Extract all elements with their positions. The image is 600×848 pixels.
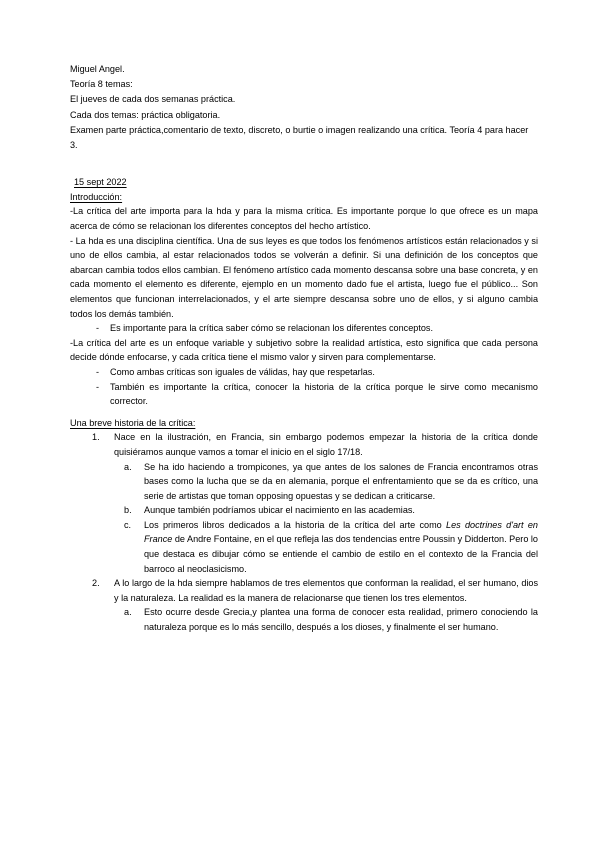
history-sublist bbox=[114, 460, 538, 577]
date-text: 15 sept 2022 bbox=[74, 177, 127, 188]
subitem-text: Aunque también podríamos ubicar el nacimiento en las academias. bbox=[144, 505, 415, 516]
history-sublist bbox=[114, 605, 538, 634]
intro-bullet-list-1 bbox=[70, 321, 538, 336]
subitem-text-post: de Andre Fontaine, en el que refleja las dos tendencias entre Poussin y Didderton. Pero lo que destaca es dibujar cómo se entiende el cambio de estilo en el contexto de la Francia del barroco al neoclasicismo. bbox=[144, 534, 538, 574]
section-spacer bbox=[70, 409, 538, 416]
intro-paragraph-3: -La crítica del arte es un enfoque variable y subjetivo sobre la realidad artística, esto significa que cada persona decide dónde enfocarse, y cada crítica tiene el mismo valor y sirven para complementarse. bbox=[70, 337, 538, 363]
list-item bbox=[70, 576, 538, 634]
history-title bbox=[70, 416, 538, 431]
header-line-5: Examen parte práctica,comentario de texto, discreto, o burtie o imagen realizando una crítica. Teoría 4 para hacer 3. bbox=[70, 124, 529, 151]
book-title: Les doctrines d'art en France bbox=[144, 519, 538, 545]
intro-bullet-list-2 bbox=[70, 365, 538, 409]
list-item bbox=[114, 503, 538, 518]
intro-paragraph-1: -La crítica del arte importa para la hda y para la misma crítica. Es importante porque lo que ofrece es un mapa acerca de cómo se relacionan los diferentes conceptos del hecho artístico. bbox=[70, 206, 538, 231]
history-item-text: Nace en la ilustración, en Francia, sin embargo podemos empezar la historia de la crítica donde quisiéramos aunque vamos a tomar el inicio en el siglo 17/18. bbox=[114, 432, 538, 457]
list-item: - Como ambas críticas son iguales de válidas, hay que respetarlas. bbox=[70, 365, 538, 380]
history-title-text: Una breve historia de la crítica: bbox=[70, 417, 196, 428]
date-line bbox=[74, 175, 538, 190]
history-item-text: A lo largo de la hda siempre hablamos de tres elementos que conforman la realidad, el ser humano, dios y la naturaleza. La realidad es la manera de relacionarse que tienen los tres elementos. bbox=[114, 578, 538, 603]
header-spacer bbox=[70, 153, 538, 175]
intro-title-text: Introducción: bbox=[70, 191, 123, 202]
list-item bbox=[70, 430, 538, 576]
list-item: - Es importante para la crítica saber cómo se relacionan los diferentes conceptos. bbox=[70, 321, 538, 336]
list-item: - También es importante la crítica, conocer la historia de la crítica porque le sirve como mecanismo corrector. bbox=[70, 380, 538, 409]
list-item bbox=[114, 518, 538, 576]
header-line-4: Cada dos temas: práctica obligatoria. bbox=[70, 109, 221, 120]
document-body bbox=[70, 62, 538, 635]
subitem-text: Esto ocurre desde Grecia,y plantea una forma de conocer esta realidad, primero conociendo la naturaleza porque es lo más sencillo, después a los dioses, y finalmente el ser humano. bbox=[144, 607, 538, 633]
list-item bbox=[114, 460, 538, 504]
header-block bbox=[70, 62, 538, 153]
history-list bbox=[70, 430, 538, 634]
list-item bbox=[114, 605, 538, 634]
header-line-2: Teoría 8 temas: bbox=[70, 79, 133, 90]
subitem-text: Se ha ido haciendo a trompicones, ya que antes de los salones de Francia encontramos otras bases como la lucha que se da en alemania, porque el enfrentamiento que se da es crítico, una serie de artistas que toman opposing opuestas y se dedican a criticarse. bbox=[144, 461, 538, 501]
subitem-text-pre: Los primeros libros dedicados a la historia de la crítica del arte como bbox=[144, 519, 447, 530]
intro-title bbox=[70, 190, 538, 205]
intro-paragraph-2: - La hda es una disciplina científica. Una de sus leyes es que todos los fenómenos artísticos están relacionados y si uno de ellos cambia, al estar relacionados todos se volverán a definir. Si una definición de los conceptos que abarcan cambia todos ellos cambian. El fenómeno artístico cada momento descansa sobre una base concreta, y en cada momento el elemento es diferente, ejemplo en un momento dado fue el artista, luego fue el público... Son elementos que funcionan interrelacionados, y el arte siempre descansa sobre uno de ellos, y si alguno cambia todos los demás también. bbox=[70, 235, 538, 319]
header-line-3: El jueves de cada dos semanas práctica. bbox=[70, 94, 236, 105]
header-line-1: Miguel Angel. bbox=[70, 64, 125, 74]
